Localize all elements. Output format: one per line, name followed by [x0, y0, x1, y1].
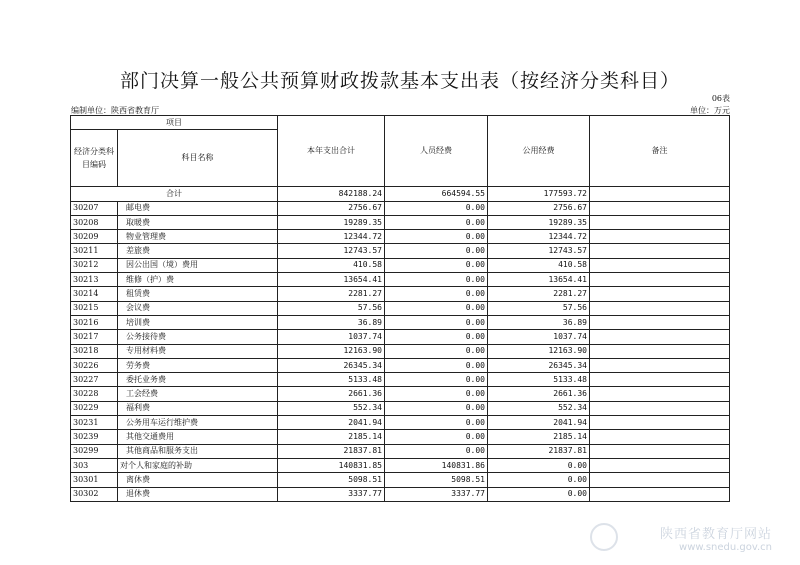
row-public: 12163.90	[488, 344, 590, 358]
row-code: 30217	[71, 330, 118, 344]
row-code: 30213	[71, 273, 118, 287]
row-code: 30214	[71, 287, 118, 301]
row-remark	[590, 487, 730, 501]
row-name: 邮电费	[118, 201, 278, 215]
table-row	[71, 244, 730, 258]
row-public: 2041.94	[488, 416, 590, 430]
row-total: 552.34	[278, 401, 385, 415]
row-total: 19289.35	[278, 215, 385, 229]
row-personnel: 0.00	[385, 401, 488, 415]
expenditure-table	[70, 115, 730, 502]
row-total: 140831.85	[278, 458, 385, 472]
row-public: 13654.41	[488, 273, 590, 287]
row-public: 2281.27	[488, 287, 590, 301]
row-public: 0.00	[488, 473, 590, 487]
row-total: 410.58	[278, 258, 385, 272]
row-total: 12163.90	[278, 344, 385, 358]
row-personnel: 0.00	[385, 416, 488, 430]
row-public: 2661.36	[488, 387, 590, 401]
row-name: 公务接待费	[118, 330, 278, 344]
row-personnel: 0.00	[385, 430, 488, 444]
table-row	[71, 230, 730, 244]
row-code: 30215	[71, 301, 118, 315]
row-code: 30228	[71, 387, 118, 401]
row-total: 5133.48	[278, 373, 385, 387]
row-personnel: 0.00	[385, 201, 488, 215]
row-public: 0.00	[488, 458, 590, 472]
row-total: 26345.34	[278, 358, 385, 372]
row-name: 其他交通费用	[118, 430, 278, 444]
table-row	[71, 401, 730, 415]
table-row	[71, 430, 730, 444]
row-total: 1037.74	[278, 330, 385, 344]
watermark-url: www.snedu.gov.cn	[679, 542, 772, 553]
row-remark	[590, 273, 730, 287]
row-name: 福利费	[118, 401, 278, 415]
row-personnel: 0.00	[385, 330, 488, 344]
header-name: 科目名称	[118, 130, 278, 187]
header-remark: 备注	[590, 116, 730, 187]
row-name: 物业管理费	[118, 230, 278, 244]
row-total: 2281.27	[278, 287, 385, 301]
row-remark	[590, 458, 730, 472]
table-row	[71, 273, 730, 287]
row-remark	[590, 258, 730, 272]
row-total: 5098.51	[278, 473, 385, 487]
row-personnel: 0.00	[385, 373, 488, 387]
row-personnel: 0.00	[385, 244, 488, 258]
row-public: 26345.34	[488, 358, 590, 372]
row-public: 0.00	[488, 487, 590, 501]
row-name: 培训费	[118, 315, 278, 329]
row-remark	[590, 215, 730, 229]
compiling-unit: 编制单位：陕西省教育厅	[71, 106, 159, 115]
table-row	[71, 287, 730, 301]
total-label: 合计	[71, 187, 278, 201]
table-number: 06表	[711, 94, 730, 103]
watermark-text: 陕西省教育厅网站	[659, 527, 772, 542]
row-remark	[590, 344, 730, 358]
total-personnel: 664594.55	[385, 187, 488, 201]
row-code: 30302	[71, 487, 118, 501]
row-code: 30301	[71, 473, 118, 487]
row-personnel: 0.00	[385, 287, 488, 301]
row-name: 专用材料费	[118, 344, 278, 358]
row-name: 退休费	[118, 487, 278, 501]
row-total: 2756.67	[278, 201, 385, 215]
row-remark	[590, 416, 730, 430]
table-row	[71, 473, 730, 487]
table-row	[71, 358, 730, 372]
row-name: 委托业务费	[118, 373, 278, 387]
row-code: 30212	[71, 258, 118, 272]
table-row	[71, 416, 730, 430]
row-remark	[590, 444, 730, 458]
row-personnel: 0.00	[385, 444, 488, 458]
row-public: 5133.48	[488, 373, 590, 387]
table-row	[71, 458, 730, 472]
row-public: 1037.74	[488, 330, 590, 344]
row-public: 2185.14	[488, 430, 590, 444]
table-row	[71, 215, 730, 229]
row-code: 30209	[71, 230, 118, 244]
header-public: 公用经费	[488, 116, 590, 187]
row-total: 13654.41	[278, 273, 385, 287]
row-public: 36.89	[488, 315, 590, 329]
row-personnel: 0.00	[385, 344, 488, 358]
total-row	[71, 187, 730, 201]
row-total: 2185.14	[278, 430, 385, 444]
row-remark	[590, 201, 730, 215]
row-code: 30211	[71, 244, 118, 258]
row-name: 会议费	[118, 301, 278, 315]
row-public: 19289.35	[488, 215, 590, 229]
row-personnel: 140831.86	[385, 458, 488, 472]
table-row	[71, 330, 730, 344]
row-name: 公务用车运行维护费	[118, 416, 278, 430]
row-public: 2756.67	[488, 201, 590, 215]
row-remark	[590, 301, 730, 315]
table-row	[71, 373, 730, 387]
row-personnel: 5098.51	[385, 473, 488, 487]
row-total: 12344.72	[278, 230, 385, 244]
table-row	[71, 387, 730, 401]
row-remark	[590, 244, 730, 258]
row-name: 维修（护）费	[118, 273, 278, 287]
row-code: 30208	[71, 215, 118, 229]
row-total: 3337.77	[278, 487, 385, 501]
row-name: 因公出国（境）费用	[118, 258, 278, 272]
header-code: 经济分类科目编码	[71, 130, 118, 187]
table-row	[71, 344, 730, 358]
row-total: 36.89	[278, 315, 385, 329]
row-remark	[590, 358, 730, 372]
row-code: 30218	[71, 344, 118, 358]
row-personnel: 0.00	[385, 230, 488, 244]
row-code: 303	[71, 458, 118, 472]
watermark	[660, 523, 772, 553]
row-personnel: 0.00	[385, 315, 488, 329]
row-public: 21837.81	[488, 444, 590, 458]
row-code: 30239	[71, 430, 118, 444]
table-row	[71, 258, 730, 272]
row-remark	[590, 230, 730, 244]
table-row	[71, 301, 730, 315]
total-remark	[590, 187, 730, 201]
row-remark	[590, 473, 730, 487]
row-name: 差旅费	[118, 244, 278, 258]
row-personnel: 0.00	[385, 387, 488, 401]
header-personnel: 人员经费	[385, 116, 488, 187]
row-remark	[590, 373, 730, 387]
row-public: 410.58	[488, 258, 590, 272]
row-personnel: 0.00	[385, 301, 488, 315]
row-remark	[590, 430, 730, 444]
row-code: 30227	[71, 373, 118, 387]
row-total: 2041.94	[278, 416, 385, 430]
row-name: 工会经费	[118, 387, 278, 401]
row-remark	[590, 401, 730, 415]
row-name: 离休费	[118, 473, 278, 487]
table-row	[71, 487, 730, 501]
row-personnel: 0.00	[385, 215, 488, 229]
row-remark	[590, 315, 730, 329]
row-total: 21837.81	[278, 444, 385, 458]
row-code: 30299	[71, 444, 118, 458]
row-personnel: 3337.77	[385, 487, 488, 501]
watermark-logo-icon	[590, 523, 618, 551]
row-name: 对个人和家庭的补助	[118, 458, 278, 472]
table-row	[71, 315, 730, 329]
page-title: 部门决算一般公共预算财政拨款基本支出表（按经济分类科目）	[119, 70, 680, 92]
header-total: 本年支出合计	[278, 116, 385, 187]
row-personnel: 0.00	[385, 258, 488, 272]
row-remark	[590, 330, 730, 344]
row-public: 12344.72	[488, 230, 590, 244]
row-total: 2661.36	[278, 387, 385, 401]
row-public: 12743.57	[488, 244, 590, 258]
row-personnel: 0.00	[385, 358, 488, 372]
row-name: 取暖费	[118, 215, 278, 229]
row-code: 30231	[71, 416, 118, 430]
row-code: 30226	[71, 358, 118, 372]
row-name: 租赁费	[118, 287, 278, 301]
row-public: 57.56	[488, 301, 590, 315]
row-total: 12743.57	[278, 244, 385, 258]
row-remark	[590, 387, 730, 401]
row-personnel: 0.00	[385, 273, 488, 287]
row-name: 劳务费	[118, 358, 278, 372]
table-row	[71, 444, 730, 458]
row-code: 30229	[71, 401, 118, 415]
row-public: 552.34	[488, 401, 590, 415]
total-amount: 842188.24	[278, 187, 385, 201]
row-total: 57.56	[278, 301, 385, 315]
row-code: 30216	[71, 315, 118, 329]
currency-unit: 单位：万元	[690, 106, 730, 115]
header-item: 项目	[71, 116, 278, 130]
total-public: 177593.72	[488, 187, 590, 201]
row-remark	[590, 287, 730, 301]
table-row	[71, 201, 730, 215]
row-code: 30207	[71, 201, 118, 215]
row-name: 其他商品和服务支出	[118, 444, 278, 458]
